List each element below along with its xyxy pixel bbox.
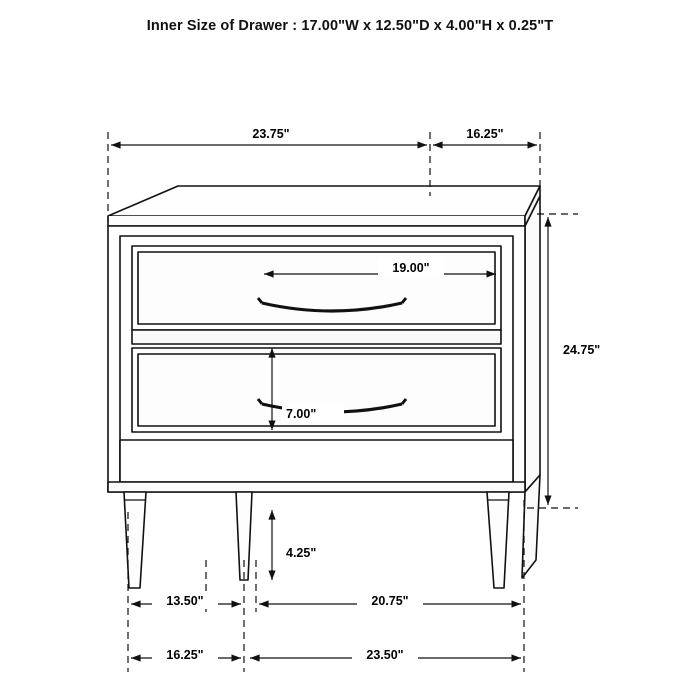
dim-label-overall-height: 24.75": [563, 343, 601, 357]
dim-label-base-depth: 16.25": [166, 648, 204, 662]
drawer-divider-rail: [132, 330, 501, 344]
page-title: Inner Size of Drawer : 17.00"W x 12.50"D x 4.00"H x 0.25"T: [146, 18, 554, 34]
top-panel: [108, 186, 540, 216]
dim-label-side-depth: 13.50": [166, 594, 204, 608]
dim-label-leg-height: 4.25": [286, 546, 317, 560]
top-edge: [108, 216, 525, 226]
dim-label-top-left-width: 23.75": [252, 127, 290, 141]
dim-label-front-width: 20.75": [371, 594, 409, 608]
dim-label-top-right-width: 16.25": [466, 127, 504, 141]
right-side-panel: [525, 196, 540, 492]
front-left-leg: [124, 492, 146, 588]
bottom-apron: [120, 440, 513, 482]
dim-label-drawer-inner-width: 19.00": [392, 261, 430, 275]
dim-label-drawer-stack-height: 7.00": [286, 407, 317, 421]
case-bottom-edge: [108, 482, 525, 492]
dim-label-base-width: 23.50": [366, 648, 404, 662]
front-right-leg: [487, 492, 509, 588]
nightstand-illustration: [108, 186, 540, 588]
